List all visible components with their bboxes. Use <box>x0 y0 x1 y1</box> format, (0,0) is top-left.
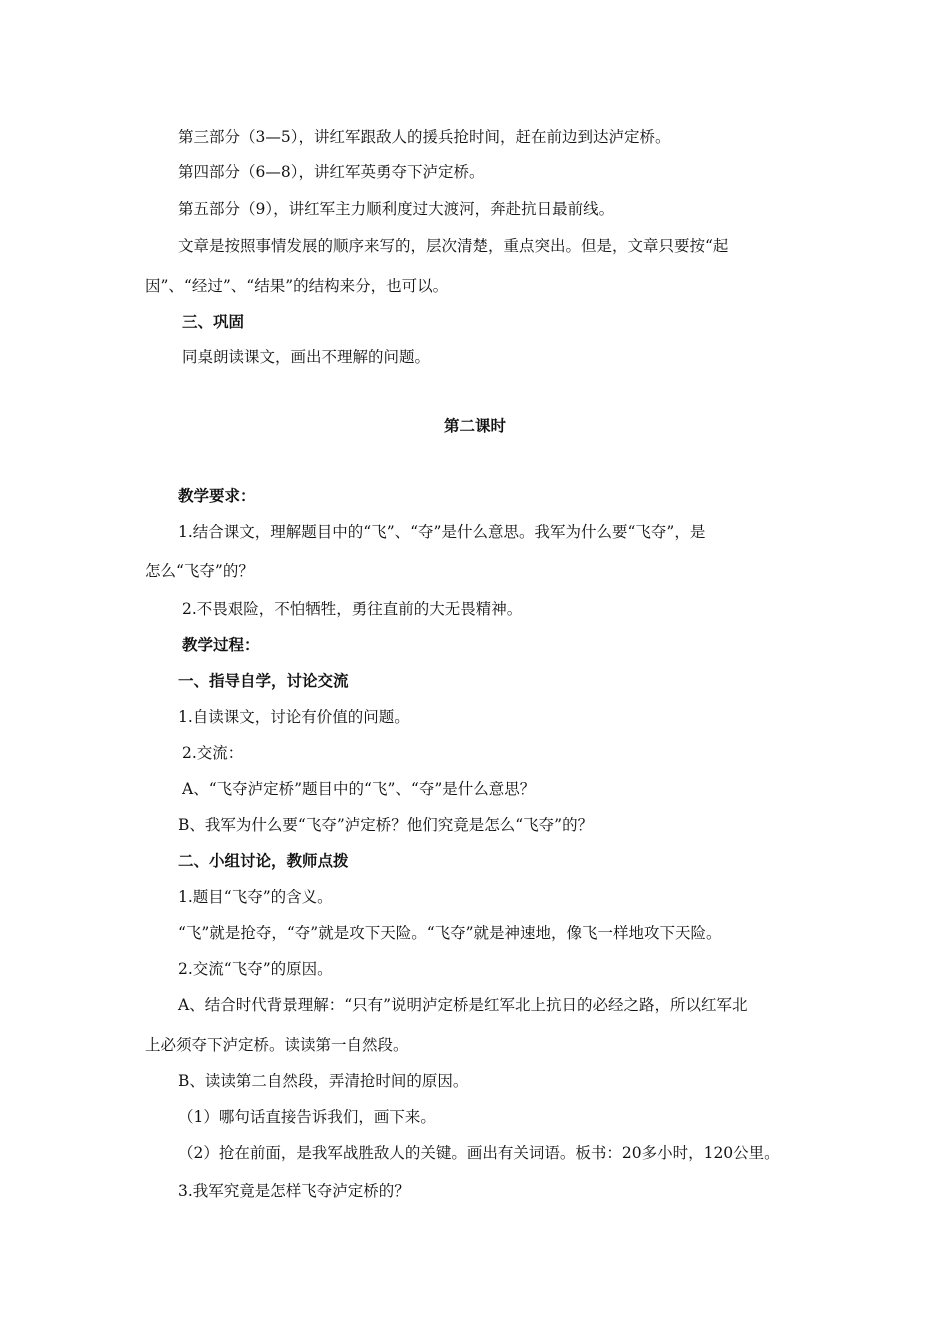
heading-section-two: 二、小组讨论，教师点拨 <box>178 851 349 870</box>
paragraph-part-five: 第五部分（9），讲红军主力顺利度过大渡河，奔赴抗日最前线。 <box>178 200 615 218</box>
heading-consolidate: 三、巩固 <box>182 312 245 331</box>
section1-item-1: 1.自读课文，讨论有价值的问题。 <box>178 708 410 726</box>
section1-item-2: 2.交流： <box>182 744 244 762</box>
requirement-1-line2: 怎么“飞夺”的？ <box>145 562 254 580</box>
section2-b: B、读读第二自然段，弄清抢时间的原因。 <box>178 1072 469 1090</box>
section2-item-3: 3.我军究竟是怎样飞夺泸定桥的？ <box>178 1182 410 1200</box>
section2-item-2: 2.交流“飞夺”的原因。 <box>178 960 333 978</box>
requirement-2: 2.不畏艰险，不怕牺牲，勇往直前的大无畏精神。 <box>182 600 523 618</box>
section2-b-1: （1）哪句话直接告诉我们，画下来。 <box>178 1108 436 1126</box>
heading-section-one: 一、指导自学，讨论交流 <box>178 671 349 690</box>
section2-a-line1: A、结合时代背景理解：“只有”说明泸定桥是红军北上抗日的必经之路，所以红军北 <box>178 996 748 1014</box>
section2-item-1-text: “飞”就是抢夺，“夺”就是攻下天险。“飞夺”就是神速地，像飞一样地攻下天险。 <box>178 924 722 942</box>
section1-question-b: B、我军为什么要“飞夺”泸定桥？他们究竟是怎么“飞夺”的？ <box>178 816 594 834</box>
paragraph-structure-line1: 文章是按照事情发展的顺序来写的，层次清楚，重点突出。但是，文章只要按“起 <box>178 237 729 255</box>
section1-question-a: A、“飞夺泸定桥”题目中的“飞”、“夺”是什么意思？ <box>182 780 536 798</box>
requirement-1-line1: 1.结合课文，理解题目中的“飞”、“夺”是什么意思。我军为什么要“飞夺”，是 <box>178 523 706 541</box>
section2-b-2: （2）抢在前面，是我军战胜敌人的关键。画出有关词语。板书：20多小时，120公里。 <box>178 1144 780 1162</box>
paragraph-structure-line2: 因”、“经过”、“结果”的结构来分，也可以。 <box>145 277 449 295</box>
paragraph-part-three: 第三部分（3—5），讲红军跟敌人的援兵抢时间，赶在前边到达泸定桥。 <box>178 128 671 146</box>
heading-teaching-process: 教学过程： <box>182 635 260 654</box>
section2-a-line2: 上必须夺下泸定桥。读读第一自然段。 <box>145 1036 409 1054</box>
heading-teaching-requirements: 教学要求： <box>178 486 256 505</box>
lesson-title: 第二课时 <box>443 416 506 435</box>
section2-item-1: 1.题目“飞夺”的含义。 <box>178 888 333 906</box>
paragraph-partner-reading: 同桌朗读课文，画出不理解的问题。 <box>182 348 431 366</box>
paragraph-part-four: 第四部分（6—8），讲红军英勇夺下泸定桥。 <box>178 163 485 181</box>
